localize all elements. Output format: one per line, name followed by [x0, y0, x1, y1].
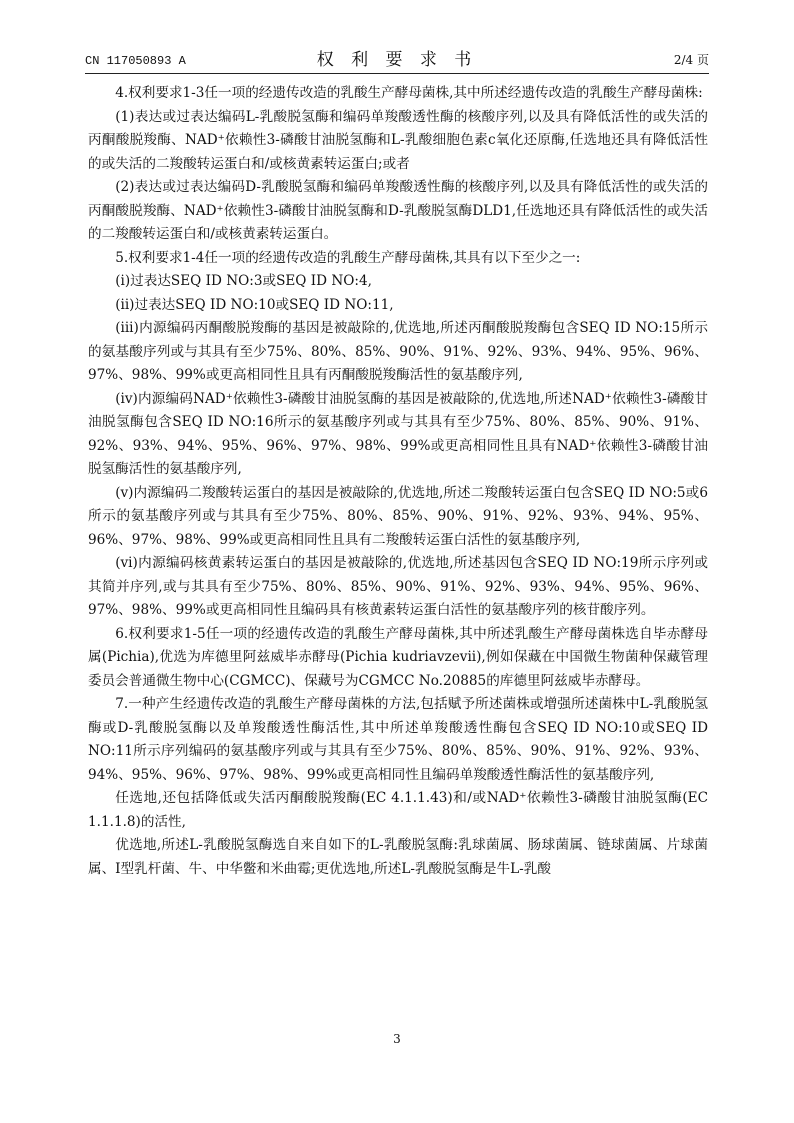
claim-paragraph: 优选地,所述L-乳酸脱氢酶选自来自如下的L-乳酸脱氢酶:乳球菌属、肠球菌属、链球菌属、片球菌属、I型乳杆菌、牛、中华鳖和米曲霉;更优选地,所述L-乳酸脱氢酶是牛L-乳酸	[88, 837, 708, 877]
claim-paragraph: 6.权利要求1-5任一项的经遗传改造的乳酸生产酵母菌株,其中所述乳酸生产酵母菌株选自毕赤酵母属(Pichia),优选为库德里阿兹威毕赤酵母(Pichia kudriavzevii),例如保藏在中国微生物菌种保藏管理委员会普通微生物中心(CGMCC)、保藏号为CGMCC No.20885的库德里阿兹威毕赤酵母。	[88, 625, 708, 689]
claim-paragraph: (vi)内源编码核黄素转运蛋白的基因是被敲除的,优选地,所述基因包含SEQ ID NO:19所示序列或其简并序列,或与其具有至少75%、80%、85%、90%、91%、92%、93%、94%、95%、96%、97%、98%、99%或更高相同性且编码具有核黄素转运蛋白活性的氨基酸序列的核苷酸序列。	[88, 555, 708, 618]
claim-paragraph: 任选地,还包括降低或失活丙酮酸脱羧酶(EC 4.1.1.43)和/或NAD⁺依赖性3-磷酸甘油脱氢酶(EC 1.1.1.8)的活性,	[88, 790, 708, 830]
claim-paragraph: (v)内源编码二羧酸转运蛋白的基因是被敲除的,优选地,所述二羧酸转运蛋白包含SEQ ID NO:5或6所示的氨基酸序列或与其具有至少75%、80%、85%、90%、91%、92%、93%、94%、95%、96%、97%、98%、99%或更高相同性且具有二羧酸转运蛋白活性的氨基酸序列,	[88, 484, 708, 548]
claim-paragraph: (ii)过表达SEQ ID NO:10或SEQ ID NO:11,	[115, 296, 394, 313]
claim-paragraph: 7.一种产生经遗传改造的乳酸生产酵母菌株的方法,包括赋予所述菌株或增强所述菌株中L-乳酸脱氢酶或D-乳酸脱氢酶以及单羧酸透性酶活性,其中所述单羧酸透性酶包含SEQ ID NO:10或SEQ ID NO:11所示序列编码的氨基酸序列或与其具有至少75%、80%、85%、90%、91%、92%、93%、94%、95%、96%、97%、98%、99%或更高相同性且编码单羧酸透性酶活性的氨基酸序列,	[88, 696, 708, 783]
claim-paragraph: (iii)内源编码丙酮酸脱羧酶的基因是被敲除的,优选地,所述丙酮酸脱羧酶包含SEQ ID NO:15所示的氨基酸序列或与其具有至少75%、80%、85%、90%、91%、92%、93%、94%、95%、96%、97%、98%、99%或更高相同性且具有丙酮酸脱羧酶活性的氨基酸序列,	[88, 320, 708, 383]
page-number: 3	[393, 1032, 401, 1046]
document-title: 权 利 要 求 书	[316, 50, 478, 70]
claim-paragraph: (iv)内源编码NAD⁺依赖性3-磷酸甘油脱氢酶的基因是被敲除的,优选地,所述NAD⁺依赖性3-磷酸甘油脱氢酶包含SEQ ID NO:16所示的氨基酸序列或与其具有至少75%、80%、85%、90%、91%、92%、93%、94%、95%、96%、97%、98%、99%或更高相同性且具有NAD⁺依赖性3-磷酸甘油脱氢酶活性的氨基酸序列,	[88, 390, 708, 477]
page-header	[85, 44, 709, 74]
header-divider	[85, 73, 709, 74]
publication-number: CN 117050893 A	[85, 54, 186, 68]
claim-paragraph: (2)表达或过表达编码D-乳酸脱氢酶和编码单羧酸透性酶的核酸序列,以及具有降低活性的或失活的丙酮酸脱羧酶、NAD⁺依赖性3-磷酸甘油脱氢酶和D-乳酸脱氢酶DLD1,任选地还具有降低活性的或失活的二羧酸转运蛋白和/或核黄素转运蛋白。	[88, 179, 708, 242]
claims-body	[88, 82, 708, 881]
claim-paragraph: (1)表达或过表达编码L-乳酸脱氢酶和编码单羧酸透性酶的核酸序列,以及具有降低活性的或失活的丙酮酸脱羧酶、NAD⁺依赖性3-磷酸甘油脱氢酶和L-乳酸细胞色素c氧化还原酶,任选地还具有降低活性的或失活的二羧酸转运蛋白和/或核黄素转运蛋白;或者	[88, 108, 708, 172]
claim-paragraph: (i)过表达SEQ ID NO:3或SEQ ID NO:4,	[115, 273, 372, 289]
claim-paragraph: 5.权利要求1-4任一项的经遗传改造的乳酸生产酵母菌株,其具有以下至少之一:	[115, 249, 581, 266]
page-reference: 2/4 页	[673, 53, 709, 67]
claim-paragraph: 4.权利要求1-3任一项的经遗传改造的乳酸生产酵母菌株,其中所述经遗传改造的乳酸生产酵母菌株:	[115, 85, 703, 101]
